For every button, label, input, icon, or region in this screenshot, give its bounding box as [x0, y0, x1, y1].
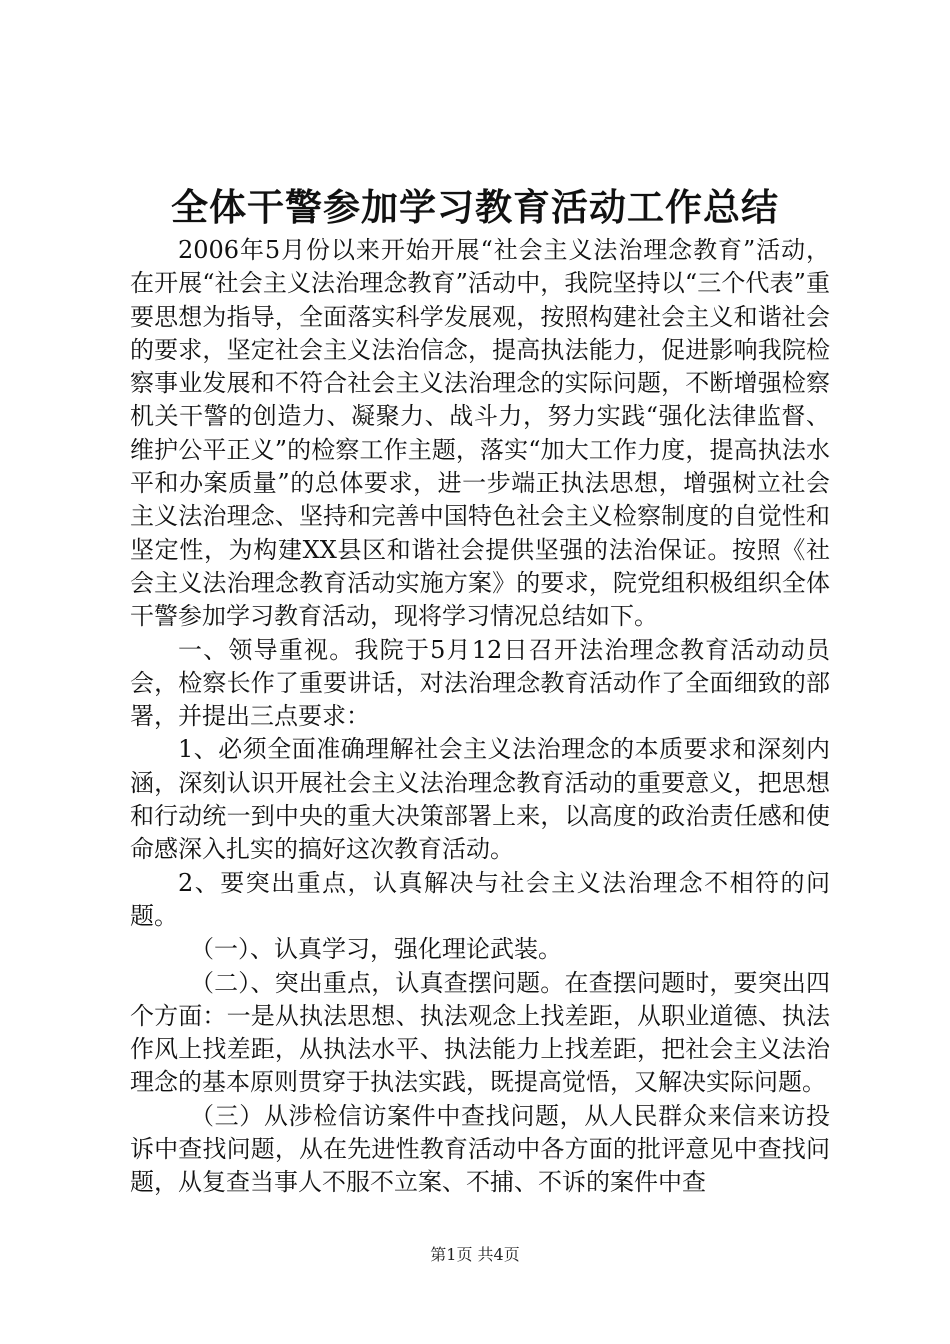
paragraph-requirement-two: 2、要突出重点，认真解决与社会主义法治理念不相符的问题。	[130, 868, 830, 930]
paragraph-item-two: （二）、突出重点，认真查摆问题。在查摆问题时，要突出四个方面：一是从执法思想、执法观念上找差距，从职业道德、执法作风上找差距，从执法水平、执法能力上找差距，把社会主义法治理念的基本原则贯穿于执法实践，既提高觉悟，又解决实际问题。	[130, 968, 830, 1097]
paragraph-section-one: 一、领导重视。我院于5月12日召开法治理念教育活动动员会，检察长作了重要讲话，对法治理念教育活动作了全面细致的部署，并提出三点要求：	[130, 635, 830, 731]
paragraph-intro: 2006年5月份以来开始开展“社会主义法治理念教育”活动，在开展“社会主义法治理念教育”活动中，我院坚持以“三个代表”重要思想为指导，全面落实科学发展观，按照构建社会主义和谐社会的要求，坚定社会主义法治信念，提高执法能力，促进影响我院检察事业发展和不符合社会主义法治理念的实际问题，不断增强检察机关干警的创造力、凝聚力、战斗力，努力实践“强化法律监督、维护公平正义”的检察工作主题，落实“加大工作力度，提高执法水平和办案质量”的总体要求，进一步端正执法思想，增强树立社会主义法治理念、坚持和完善中国特色社会主义检察制度的自觉性和坚定性，为构建XX县区和谐社会提供坚强的法治保证。按照《社会主义法治理念教育活动实施方案》的要求，院党组积极组织全体干警参加学习教育活动，现将学习情况总结如下。	[130, 236, 830, 631]
paragraph-item-one: （一）、认真学习，强化理论武装。	[190, 935, 562, 964]
page-footer: 第1页 共4页	[430, 1245, 520, 1264]
paragraph-item-three: （三）从涉检信访案件中查找问题，从人民群众来信来访投诉中查找问题，从在先进性教育活动中各方面的批评意见中查找问题，从复查当事人不服不立案、不捕、不诉的案件中查	[130, 1101, 830, 1197]
paragraph-requirement-one: 1、必须全面准确理解社会主义法治理念的本质要求和深刻内涵，深刻认识开展社会主义法治理念教育活动的重要意义，把思想和行动统一到中央的重大决策部署上来，以高度的政治责任感和使命感深入扎实的搞好这次教育活动。	[130, 735, 830, 864]
document-title: 全体干警参加学习教育活动工作总结	[171, 185, 779, 229]
document-body	[130, 234, 830, 1200]
